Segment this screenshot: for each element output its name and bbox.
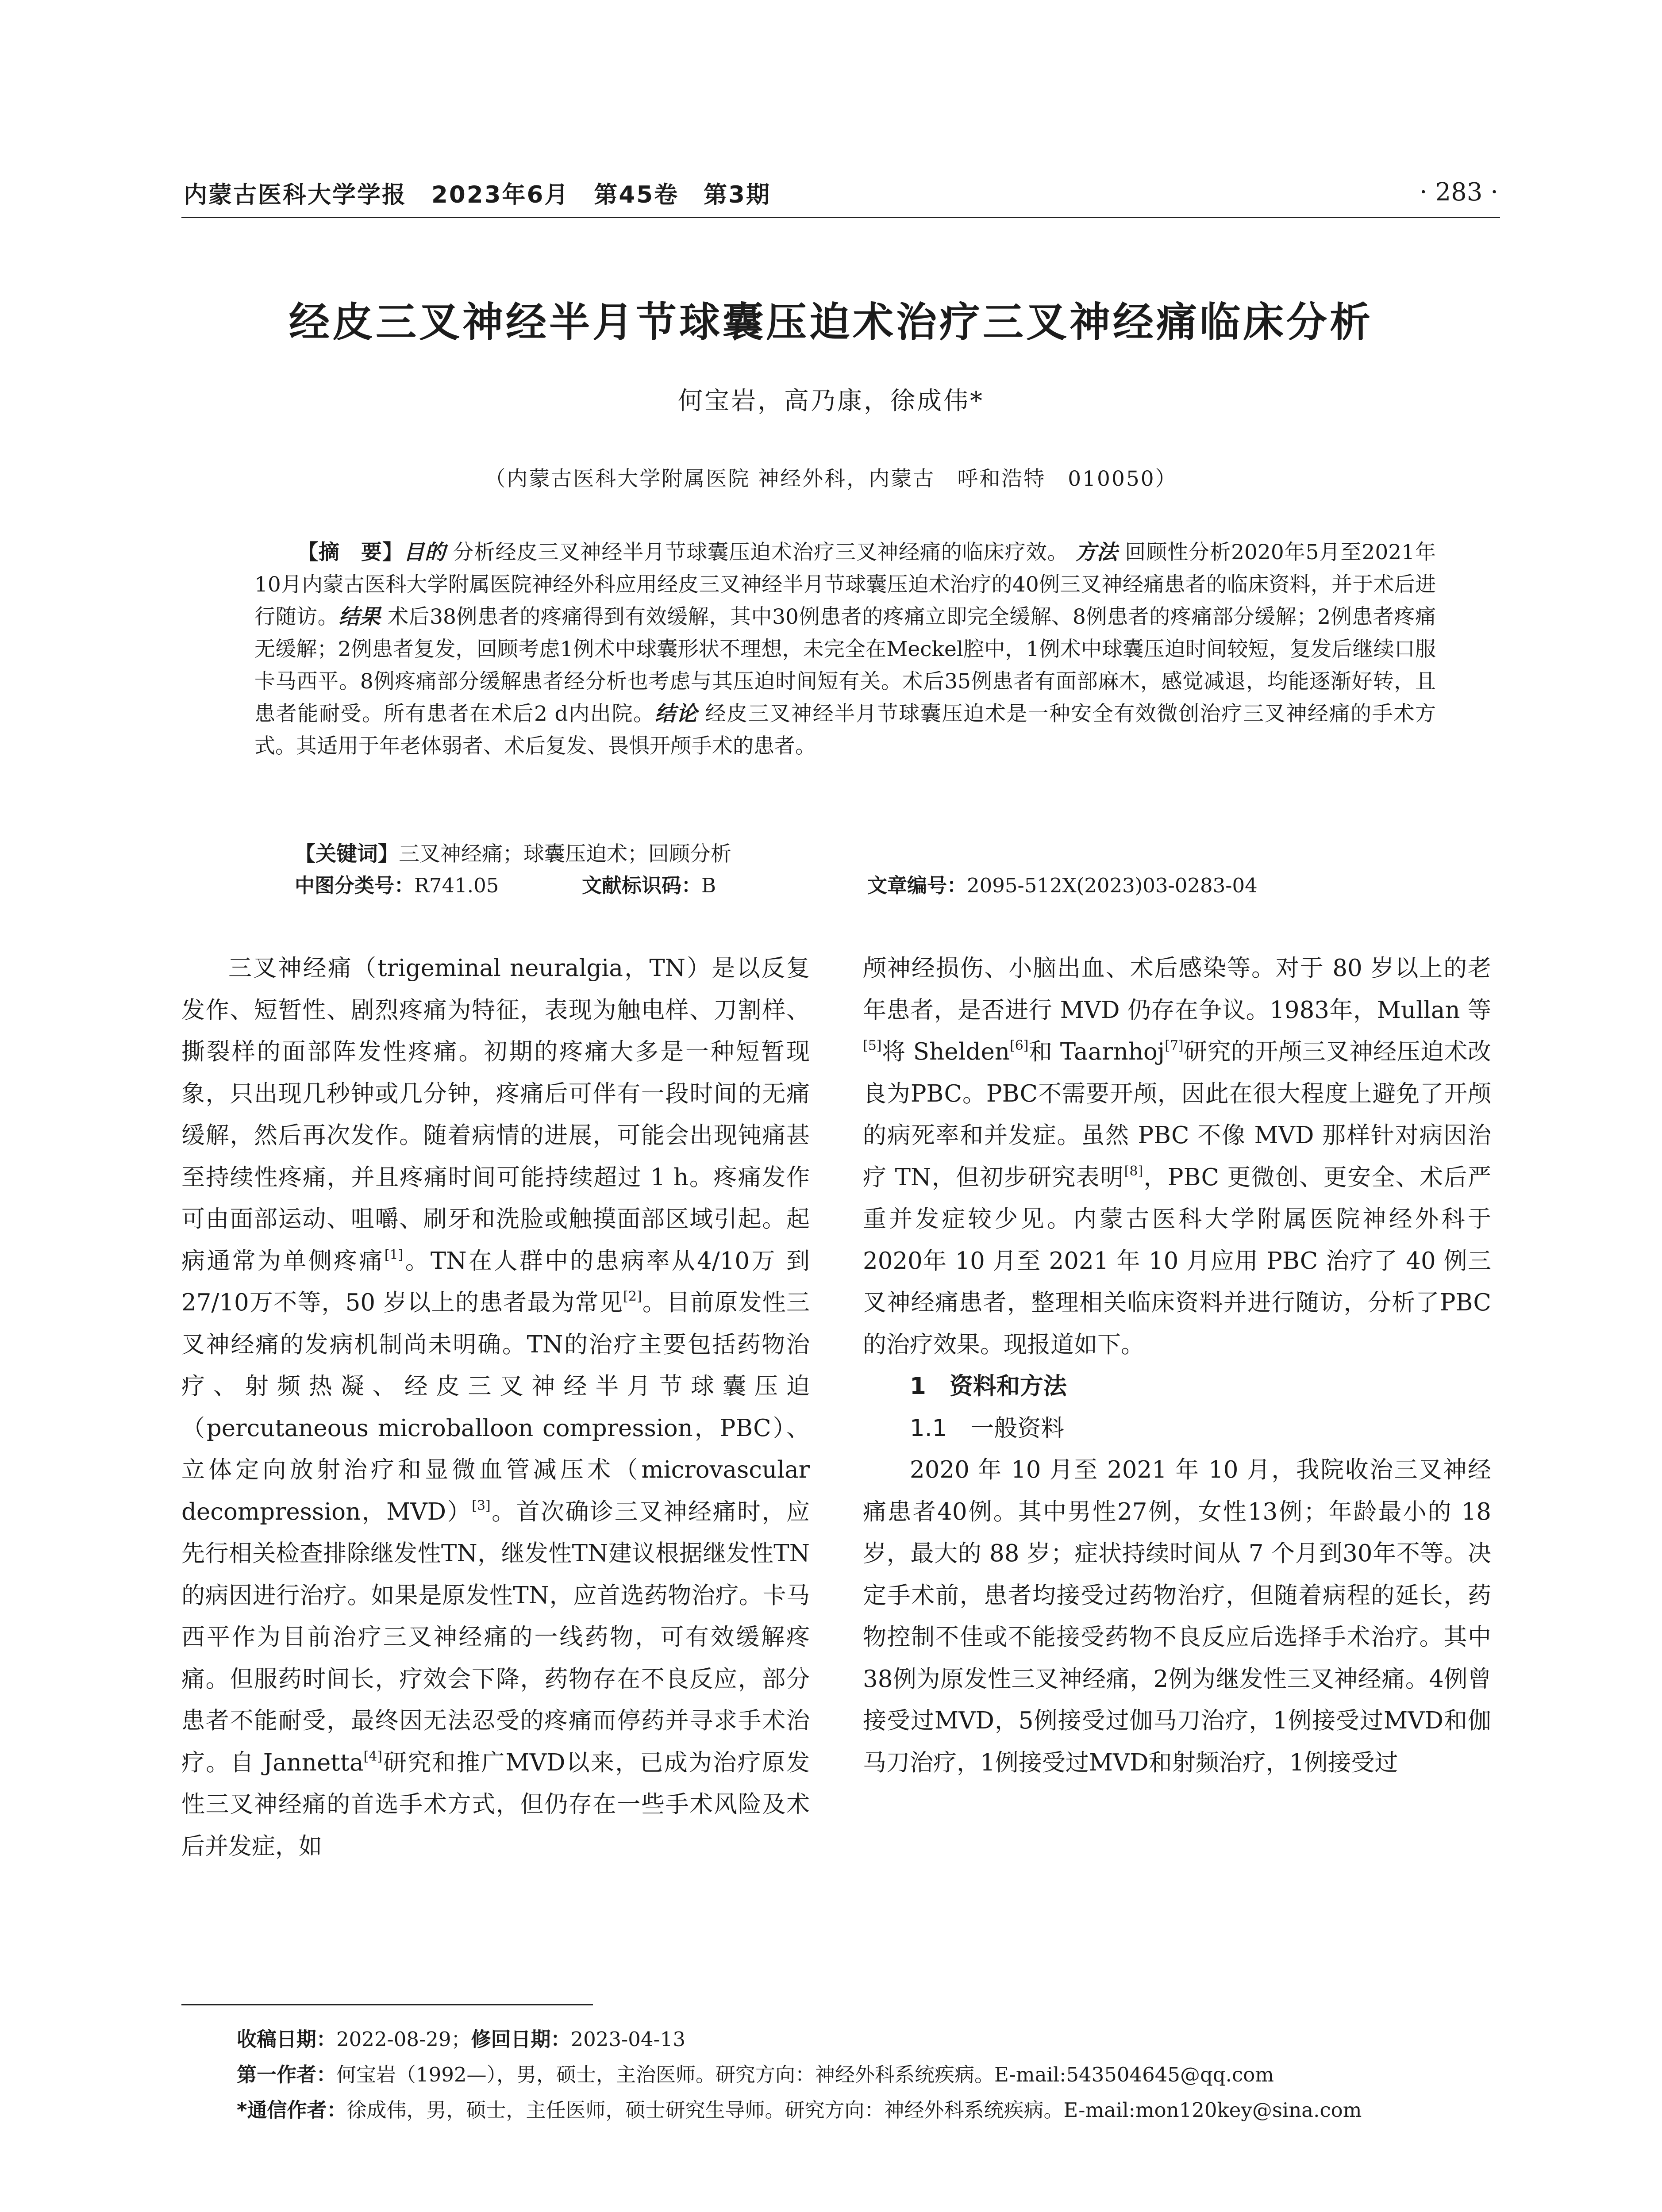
- keywords-label: 【关键词】: [295, 842, 399, 866]
- abstract-result: 术后38例患者的疼痛得到有效缓解，其中30例患者的疼痛立即完全缓解、8例患者的疼痛部分缓解；2例患者疼痛无缓解；2例患者复发，回顾考虑1例术中球囊形状不理想，未完全在Meckel腔中，1例术中球囊压迫时间较短，复发后继续口服卡马西平。8例疼痛部分缓解患者经分析也考虑与其压迫时间短有关。术后35例患者有面部麻木，感觉减退，均能逐渐好转，且患者能耐受。所有患者在术后2 d内出院。: [254, 605, 1436, 726]
- citation: [7]: [1165, 1038, 1184, 1053]
- body-column-right: [863, 948, 1491, 1784]
- footnote-dates: 收稿日期：2022-08-29；修回日期：2023-04-13: [237, 2028, 685, 2051]
- citation: [2]: [623, 1289, 642, 1304]
- section-heading: 1 资料和方法: [910, 1373, 1067, 1400]
- article-number: 文章编号：2095-512X(2023)03-0283-04: [867, 874, 1258, 897]
- abstract-result-label: 结果: [339, 605, 381, 629]
- author-affiliation: （内蒙古医科大学附属医院 神经外科，内蒙古 呼和浩特 010050）: [485, 467, 1177, 491]
- running-header: 内蒙古医科大学学报 2023年6月 第45卷 第3期: [184, 181, 771, 208]
- footnotes: [237, 2022, 1362, 2128]
- keywords-text: 三叉神经痛；球囊压迫术；回顾分析: [399, 842, 731, 866]
- subsection-heading: 1.1 一般资料: [910, 1414, 1065, 1442]
- keywords: [295, 837, 731, 867]
- footnote-first-author: 第一作者：何宝岩（1992—），男，硕士，主治医师。研究方向：神经外科系统疾病。E-mail:543504645@qq.com: [237, 2063, 1274, 2086]
- abstract-purpose: 分析经皮三叉神经半月节球囊压迫术治疗三叉神经痛的临床疗效。: [446, 540, 1069, 565]
- document-code: 文献标识码：B: [582, 874, 716, 897]
- body-paragraph: 三叉神经痛（trigeminal neuralgia，TN）是以反复发作、短暂性、剧烈疼痛为特征，表现为触电样、刀割样、撕裂样的面部阵发性疼痛。初期的疼痛大多是一种短暂现象，只出现几秒钟或几分钟，疼痛后可伴有一段时间的无痛缓解，然后再次发作。随着病情的进展，可能会出现钝痛甚至持续性疼痛，并且疼痛时间可能持续超过 1 h。疼痛发作可由面部运动、咀嚼、刷牙和洗脸或触摸面部区域引起。起病通常为单侧疼痛[1]。TN在人群中的患病率从4/10万 到 27/10万不等，50 岁以上的患者最为常见[2]。目前原发性三叉神经痛的发病机制尚未明确。TN的治疗主要包括药物治疗、射频热凝、经皮三叉神经半月节球囊压迫（percutaneous microballoon compression，PBC）、立体定向放射治疗和显微血管减压术（microvascular decompression，MVD）[3]。首次确诊三叉神经痛时，应先行相关检查排除继发性TN，继发性TN建议根据继发性TN的病因进行治疗。如果是原发性TN，应首选药物治疗。卡马西平作为目前治疗三叉神经痛的一线药物，可有效缓解疼痛。但服药时间长，疗效会下降，药物存在不良反应，部分患者不能耐受，最终因无法忍受的疼痛而停药并寻求手术治疗。自 Jannetta[4]研究和推广MVD以来，已成为治疗原发性三叉神经痛的首选手术方式，但仍存在一些手术风险及术后并发症，如: [181, 955, 810, 1860]
- body-column-left: [181, 948, 810, 1867]
- body-paragraph: 颅神经损伤、小脑出血、术后感染等。对于 80 岁以上的老年患者，是否进行 MVD 仍存在争议。1983年，Mullan 等[5]将 Shelden[6]和 Taarnhoj[7]研究的开颅三叉神经压迫术改良为PBC。PBC不需要开颅，因此在很大程度上避免了开颅的病死率和并发症。虽然 PBC 不像 MVD 那样针对病因治疗 TN，但初步研究表明[8]，PBC 更微创、更安全、术后严重并发症较少见。内蒙古医科大学附属医院神经外科于 2020年 10 月至 2021 年 10 月应用 PBC 治疗了 40 例三叉神经痛患者，整理相关临床资料并进行随访，分析了PBC的治疗效果。现报道如下。: [863, 955, 1491, 1358]
- footnote-rule: [181, 2004, 593, 2005]
- clc-number: 中图分类号：R741.05: [295, 874, 499, 897]
- header-rule: [181, 217, 1500, 218]
- citation: [3]: [472, 1498, 491, 1513]
- abstract-label: 【摘 要】: [297, 540, 404, 565]
- abstract: [254, 536, 1436, 762]
- citation: [8]: [1124, 1163, 1143, 1179]
- citation: [5]: [863, 1038, 882, 1053]
- body-paragraph: 2020 年 10 月至 2021 年 10 月，我院收治三叉神经痛患者40例。其中男性27例，女性13例；年龄最小的 18 岁，最大的 88 岁；症状持续时间从 7 个月到30年不等。决定手术前，患者均接受过药物治疗，但随着病程的延长，药物控制不佳或不能接受药物不良反应后选择手术治疗。其中38例为原发性三叉神经痛，2例为继发性三叉神经痛。4例曾接受过MVD，5例接受过伽马刀治疗，1例接受过MVD和伽马刀治疗，1例接受过MVD和射频治疗，1例接受过: [863, 1456, 1491, 1776]
- footnote-corresponding-author: *通信作者：徐成伟，男，硕士，主任医师，硕士研究生导师。研究方向：神经外科系统疾病。E-mail:mon120key@sina.com: [237, 2098, 1362, 2122]
- abstract-conclusion: 经皮三叉神经半月节球囊压迫术是一种安全有效微创治疗三叉神经痛的手术方式。其适用于年老体弱者、术后复发、畏惧开颅手术的患者。: [254, 702, 1436, 758]
- abstract-method-label: 方法: [1075, 540, 1118, 565]
- citation: [4]: [363, 1748, 383, 1764]
- page-number: · 283 ·: [1419, 178, 1498, 207]
- citation: [1]: [384, 1247, 404, 1263]
- abstract-conclusion-label: 结论: [654, 702, 698, 726]
- article-authors: 何宝岩，高乃康，徐成伟*: [678, 387, 984, 415]
- citation: [6]: [1010, 1038, 1029, 1053]
- abstract-purpose-label: 目的: [403, 540, 446, 565]
- article-title: 经皮三叉神经半月节球囊压迫术治疗三叉神经痛临床分析: [289, 299, 1373, 346]
- abstract-method: 回顾性分析2020年5月至2021年10月内蒙古医科大学附属医院神经外科应用经皮三叉神经半月节球囊压迫术治疗的40例三叉神经痛患者的临床资料，并于术后进行随访。: [254, 540, 1436, 629]
